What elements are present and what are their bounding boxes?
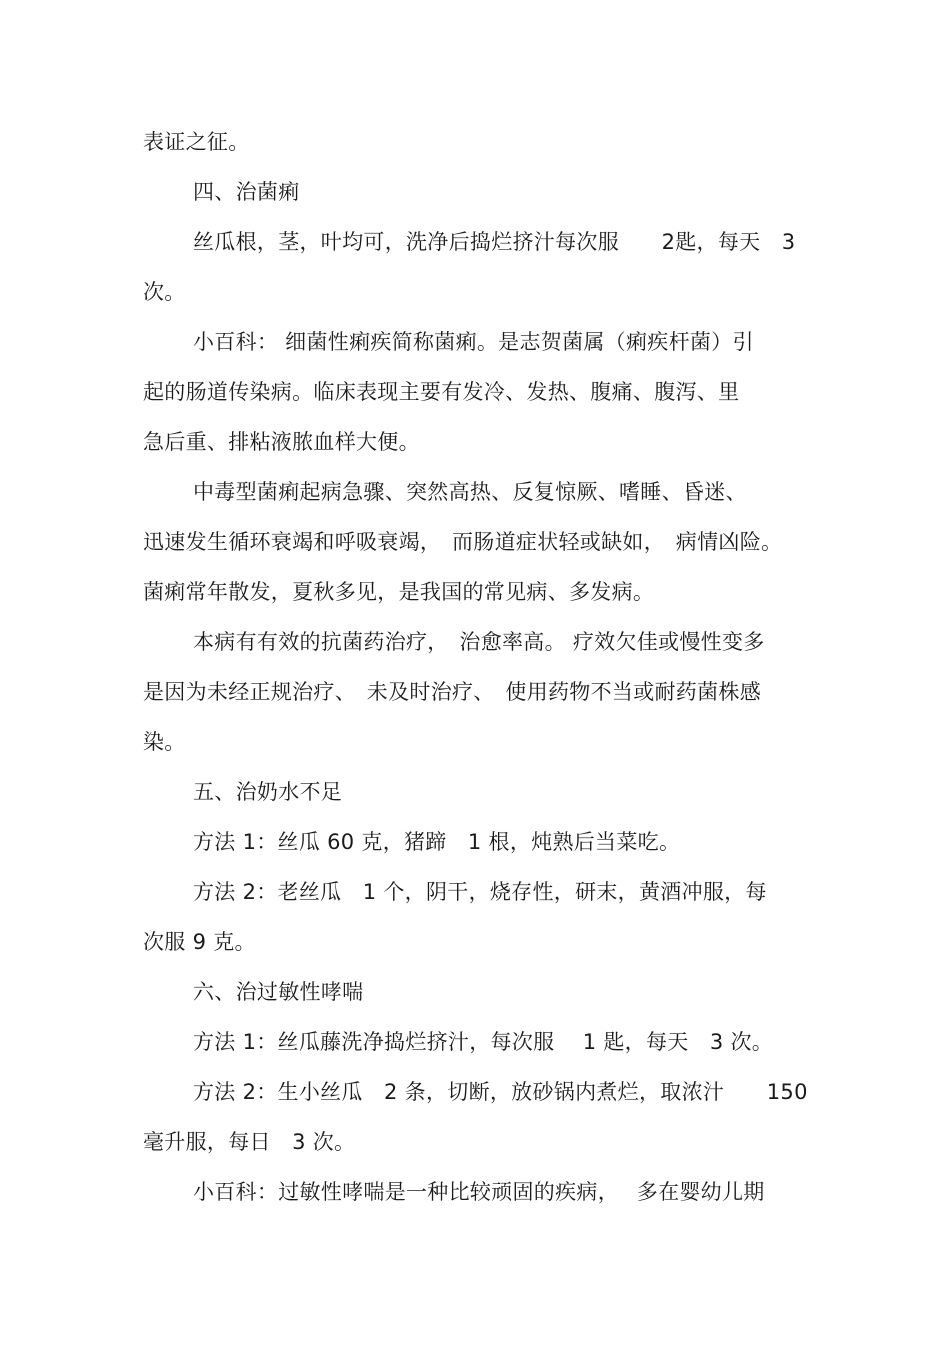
- text-line: 迅速发生循环衰竭和呼吸衰竭， 而肠道症状轻或缺如， 病情凶险。: [143, 530, 783, 554]
- text-line: 表证之征。: [143, 130, 250, 154]
- text-line: 起的肠道传染病。临床表现主要有发冷、发热、腹痛、腹泻、里: [143, 380, 740, 404]
- text-line: 方法 1：丝瓜 60 克，猪蹄 1 根，炖熟后当菜吃。: [193, 830, 681, 854]
- text-line: 染。: [143, 730, 186, 754]
- text-line: 本病有有效的抗菌药治疗， 治愈率高。 疗效欠佳或慢性变多: [193, 630, 765, 654]
- text-line: 菌痢常年散发，夏秋多见，是我国的常见病、多发病。: [143, 580, 655, 604]
- text-line: 方法 2：生小丝瓜 2 条，切断，放砂锅内煮烂，取浓汁 150: [193, 1080, 808, 1104]
- section-heading-4: 四、治菌痢: [193, 180, 300, 204]
- text-line: 丝瓜根，茎，叶均可，洗净后捣烂挤汁每次服 2匙，每天 3: [193, 230, 796, 254]
- text-line: 小百科：过敏性哮喘是一种比较顽固的疾病， 多在婴幼儿期: [193, 1180, 765, 1204]
- text-line: 毫升服，每日 3 次。: [143, 1130, 356, 1154]
- text-line: 方法 2：老丝瓜 1 个，阴干，烧存性，研末，黄酒冲服，每: [193, 880, 767, 904]
- text-line: 方法 1：丝瓜藤洗净捣烂挤汁，每次服 1 匙，每天 3 次。: [193, 1030, 774, 1054]
- text-line: 急后重、排粘液脓血样大便。: [143, 430, 420, 454]
- section-heading-5: 五、治奶水不足: [193, 780, 343, 804]
- text-line: 次服 9 克。: [143, 930, 256, 954]
- text-line: 小百科： 细菌性痢疾简称菌痢。是志贺菌属（痢疾杆菌）引: [193, 330, 754, 354]
- text-line: 是因为未经正规治疗、 未及时治疗、 使用药物不当或耐药菌株感: [143, 680, 761, 704]
- text-line: 次。: [143, 280, 186, 304]
- section-heading-6: 六、治过敏性哮喘: [193, 980, 364, 1004]
- text-line: 中毒型菌痢起病急骤、突然高热、反复惊厥、嗜睡、昏迷、: [193, 480, 747, 504]
